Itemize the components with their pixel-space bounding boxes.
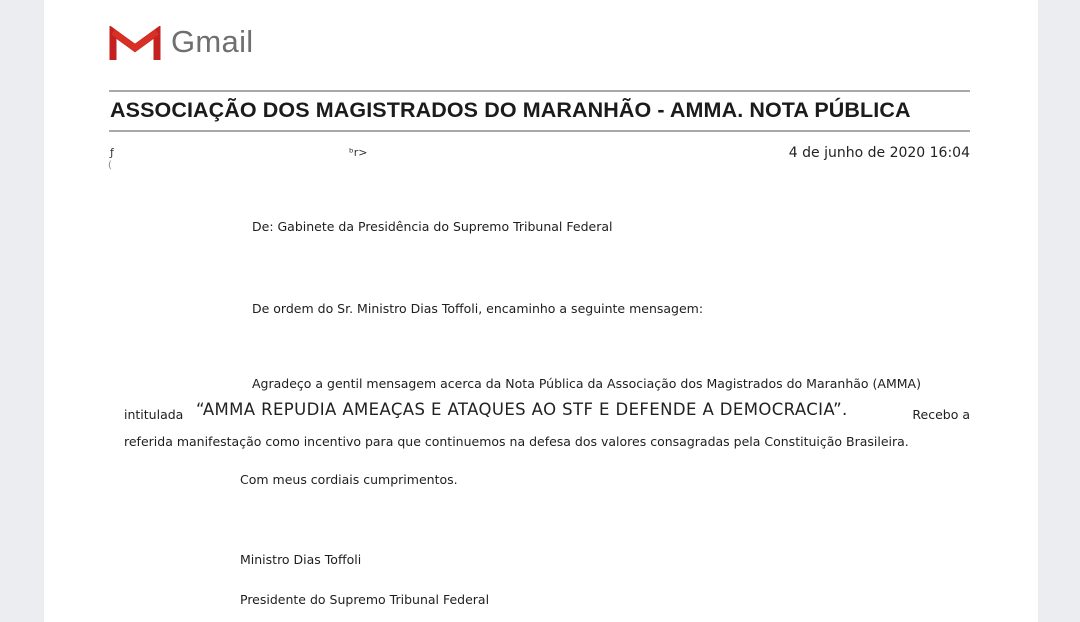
- paragraph-line: referida manifestação como incentivo para que continuemos na defesa dos valores consagradas pela Constituição Brasileira.: [124, 434, 909, 449]
- paragraph-text: Recebo a: [912, 407, 970, 422]
- paragraph-text: intitulada: [124, 407, 184, 422]
- email-date: 4 de junho de 2020 16:04: [788, 145, 970, 161]
- email-print-page: [44, 0, 1038, 622]
- order-line: De ordem do Sr. Ministro Dias Toffoli, encaminho a seguinte mensagem:: [252, 301, 704, 316]
- email-subject: ASSOCIAÇÃO DOS MAGISTRADOS DO MARANHÃO - AMMA. NOTA PÚBLICA: [110, 98, 911, 122]
- quoted-title: “AMMA REPUDIA AMEAÇAS E ATAQUES AO STF E DEFENDE A DEMOCRACIA”.: [196, 400, 848, 419]
- divider-bottom: [109, 130, 970, 132]
- sender-fragment: ƒ: [110, 146, 114, 159]
- paragraph-line: Agradeço a gentil mensagem acerca da Nota Pública da Associação dos Magistrados do Maranhão (AMMA): [252, 376, 921, 391]
- divider-top: [109, 90, 970, 92]
- gmail-m-icon: [109, 26, 161, 62]
- sender-fragment: (: [108, 160, 112, 171]
- signature-name: Ministro Dias Toffoli: [240, 552, 362, 567]
- sender-fragment: ᵇr>: [349, 146, 368, 159]
- from-line: De: Gabinete da Presidência do Supremo Tribunal Federal: [252, 219, 613, 234]
- signature-title: Presidente do Supremo Tribunal Federal: [240, 592, 490, 607]
- gmail-logo-text: Gmail: [171, 24, 254, 59]
- closing-line: Com meus cordiais cumprimentos.: [240, 472, 458, 487]
